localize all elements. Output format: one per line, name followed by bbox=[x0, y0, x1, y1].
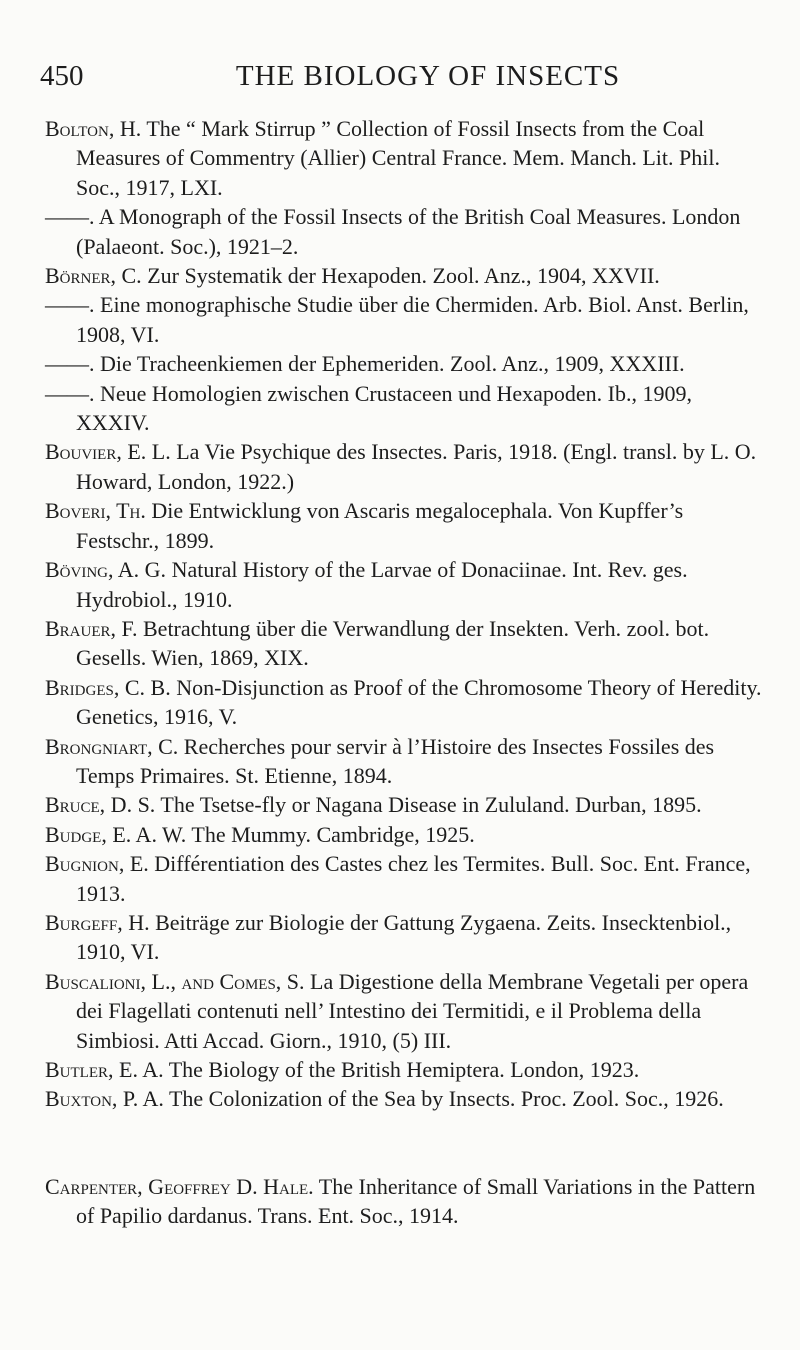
entry-text: Non-Disjunction as Proof of the Chromosome Theory of Heredity. Genetics, 1916, V. bbox=[76, 674, 762, 730]
entry-text: The Colonization of the Sea by Insects. Proc. Zool. Soc., 1926. bbox=[163, 1086, 724, 1112]
page-number: 450 bbox=[40, 60, 84, 92]
entry-text: Natural History of the Larvae of Donaciinae. Int. Rev. ges. Hydrobiol., 1910. bbox=[76, 557, 688, 612]
entry-author: ——. bbox=[45, 292, 95, 318]
entry-author: Bolton, H. bbox=[45, 116, 142, 141]
bibliography-entry bbox=[45, 967, 763, 1055]
bibliography-entry bbox=[45, 732, 763, 791]
running-title: THE BIOLOGY OF INSECTS bbox=[235, 60, 621, 92]
entry-author: Böving, A. G. bbox=[45, 557, 167, 583]
entry-author: Budge, E. A. W. bbox=[45, 821, 187, 847]
entry-author: ——. bbox=[45, 351, 95, 377]
entry-author: Börner, C. bbox=[45, 263, 142, 289]
entry-text: The Tsetse-fly or Nagana Disease in Zululand. Durban, 1895. bbox=[155, 792, 702, 818]
entry-text: Betrachtung über die Verwandlung der Insekten. Verh. zool. bot. Gesells. Wien, 1869, XIX. bbox=[76, 615, 710, 671]
bibliography-entry bbox=[45, 820, 763, 849]
bibliography-entry bbox=[45, 1084, 763, 1113]
entry-text: A Monograph of the Fossil Insects of the British Coal Measures. London (Palaeont. Soc.), 1921–2. bbox=[76, 204, 741, 259]
bibliography-entry bbox=[45, 849, 763, 908]
entry-text: The Biology of the British Hemiptera. London, 1923. bbox=[163, 1057, 640, 1082]
bibliography-entry bbox=[45, 437, 763, 496]
bibliography-entry bbox=[45, 379, 763, 438]
bibliography-entry bbox=[45, 114, 763, 202]
entry-text: Die Tracheenkiemen der Ephemeriden. Zool. Anz., 1909, XXXIII. bbox=[94, 351, 685, 377]
entry-text: The “ Mark Stirrup ” Collection of Fossil Insects from the Coal Measures of Commentry (Allier) Central France. Mem. Manch. Lit. Phil. Soc., 1917, LXI. bbox=[76, 116, 720, 200]
entry-text: The Inheritance of Small Variations in the Pattern of Papilio dardanus. Trans. Ent. Soc., 1914. bbox=[76, 1173, 756, 1229]
bibliography-entry bbox=[45, 349, 763, 378]
bibliography-list bbox=[45, 114, 763, 1231]
bibliography-entry bbox=[45, 202, 763, 261]
bibliography-entry bbox=[45, 1055, 763, 1084]
page-header bbox=[40, 60, 780, 100]
entry-text: Recherches pour servir à l’Histoire des Insectes Fossiles des Temps Primaires. St. Etienne, 1894. bbox=[76, 733, 715, 788]
bibliography-entry bbox=[45, 908, 763, 967]
bibliography-entry bbox=[45, 555, 763, 614]
entry-author: Butler, E. A. bbox=[45, 1057, 164, 1082]
entry-text: Beiträge zur Biologie der Gattung Zygaena. Zeits. Insecktenbiol., 1910, VI. bbox=[76, 909, 732, 965]
bibliography-entry bbox=[45, 261, 763, 290]
entry-author: ——. bbox=[45, 380, 95, 406]
entry-text: Die Entwicklung von Ascaris megalocephala. Von Kupffer’s Festschr., 1899. bbox=[76, 498, 684, 553]
entry-author: Bridges, C. B. bbox=[45, 674, 171, 700]
entry-text: La Digestione della Membrane Vegetali per opera dei Flagellati contenuti nell’ Intestino dei Termitidi, e il Problema della Simbiosi. Atti Accad. Giorn., 1910, (5) III. bbox=[76, 968, 749, 1053]
entry-author: Bouvier, E. L. bbox=[45, 439, 171, 465]
bibliography-entry bbox=[45, 290, 763, 349]
entry-author: Buxton, P. A. bbox=[45, 1086, 164, 1112]
bibliography-entry-carpenter bbox=[45, 1172, 763, 1231]
entry-text: The Mummy. Cambridge, 1925. bbox=[186, 821, 475, 847]
entry-text: La Vie Psychique des Insectes. Paris, 1918. (Engl. transl. by L. O. Howard, London, 1922.) bbox=[76, 439, 757, 494]
entry-author: Burgeff, H. bbox=[45, 909, 150, 935]
bibliography-entry bbox=[45, 614, 763, 673]
entry-author: Boveri, Th. bbox=[45, 498, 146, 524]
bibliography-entry bbox=[45, 790, 763, 819]
entry-author: Brongniart, C. bbox=[45, 733, 179, 759]
entry-author: Buscalioni, L., and Comes, S. bbox=[45, 968, 305, 994]
entry-author: Bruce, D. S. bbox=[45, 792, 156, 818]
entry-text: Eine monographische Studie über die Chermiden. Arb. Biol. Anst. Berlin, 1908, VI. bbox=[76, 292, 749, 347]
entry-author: Bugnion, E. bbox=[45, 851, 149, 877]
bibliography-entry bbox=[45, 673, 763, 732]
entry-author: Carpenter, Geoffrey D. Hale. bbox=[45, 1173, 314, 1199]
entry-author: Brauer, F. bbox=[45, 615, 138, 641]
bibliography-entry bbox=[45, 496, 763, 555]
entry-text: Zur Systematik der Hexapoden. Zool. Anz., 1904, XXVII. bbox=[141, 263, 660, 289]
entry-author: ——. bbox=[45, 204, 95, 230]
entry-text: Neue Homologien zwischen Crustaceen und Hexapoden. Ib., 1909, XXXIV. bbox=[76, 380, 693, 436]
entry-text: Différentiation des Castes chez les Termites. Bull. Soc. Ent. France, 1913. bbox=[76, 851, 751, 906]
